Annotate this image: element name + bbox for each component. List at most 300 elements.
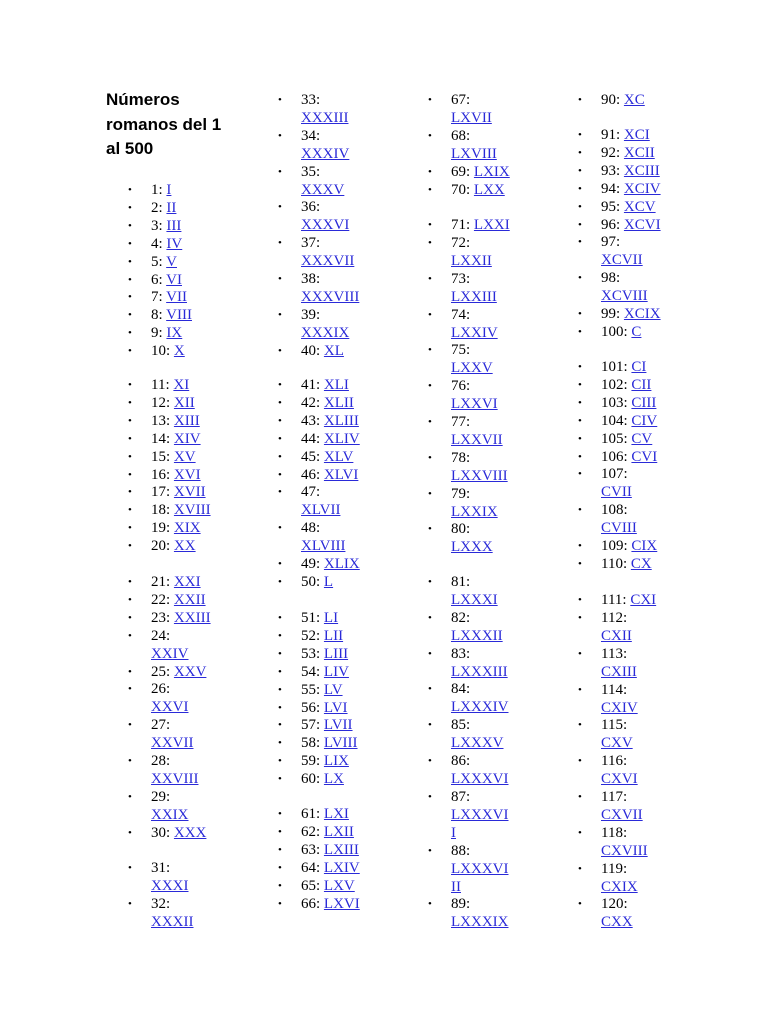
number-label: 20: [151,538,171,555]
number-label: 36: [301,199,321,216]
bullet-icon: • [128,629,132,642]
number-label: 12: [151,394,171,411]
roman-numeral-link[interactable]: XXVIII [151,771,199,787]
number-label: 33: [301,92,321,108]
bullet-icon: • [278,414,282,427]
number-label: 60: [301,771,321,788]
number-label: 101: [601,359,628,375]
number-label: 46: [301,466,321,483]
number-label: 10: [151,343,171,360]
bullet-icon: • [578,898,582,911]
number-label: 61: [301,806,321,822]
bullet-icon: • [578,826,582,839]
roman-numeral-link[interactable]: C [631,323,642,340]
number-label: 68: [451,127,471,144]
roman-numeral-link[interactable]: LI [323,610,339,626]
bullet-icon: • [278,773,282,786]
roman-numeral-link[interactable]: XXXVIII [301,289,360,305]
roman-numeral-link[interactable]: XXXII [151,913,194,930]
roman-numeral-link[interactable]: XXV [173,663,207,680]
number-label: 15: [151,448,171,465]
bullet-icon: • [278,629,282,642]
number-label: 78: [451,449,471,466]
roman-numeral-link[interactable]: LXXV [451,360,493,377]
roman-numeral-link[interactable]: CXVIII [601,842,648,859]
roman-numeral-link[interactable]: XC [623,92,645,108]
roman-numeral-link[interactable]: LXXVII [451,431,503,448]
roman-numeral-link[interactable]: CII [631,376,652,393]
number-label: 7: [151,289,163,306]
number-label: 31: [151,860,171,876]
bullet-icon: • [578,414,582,427]
number-label: 28: [151,753,171,769]
number-label: 63: [301,841,321,858]
roman-numeral-link[interactable]: LX [323,771,344,788]
roman-numeral-link[interactable]: XLIV [323,430,360,447]
number-label: 93: [601,162,621,179]
number-label: 53: [301,645,321,662]
number-label: 58: [301,735,321,752]
bullet-icon: • [428,344,432,357]
roman-numeral-link[interactable]: LXXVI [451,396,498,413]
bullet-icon: • [278,683,282,696]
bullet-icon: • [578,450,582,463]
roman-numeral-link[interactable]: XIII [173,412,200,429]
roman-numeral-link[interactable]: V [166,253,177,270]
bullet-icon: • [278,522,282,535]
number-label: 92: [601,144,621,161]
roman-numeral-link[interactable]: CXVII [601,806,643,823]
bullet-icon: • [428,576,432,588]
roman-numeral-link[interactable]: LXIX [473,163,510,180]
bullet-icon: • [578,719,582,732]
bullet-icon: • [578,361,582,373]
number-label: 115: [601,717,628,734]
bullet-icon: • [278,468,282,481]
roman-numeral-link[interactable]: LXXX [451,539,493,556]
roman-numeral-link[interactable]: XLV [323,448,354,465]
bullet-icon: • [578,594,582,606]
roman-numeral-link[interactable]: II [166,199,177,216]
bullet-icon: • [278,237,282,250]
roman-numeral-link[interactable]: XVII [173,484,206,501]
roman-numeral-link[interactable]: XX [173,538,196,555]
roman-numeral-link[interactable]: LIV [323,663,349,680]
roman-numeral-link[interactable]: VIII [166,307,192,324]
number-label: 26: [151,681,171,698]
bullet-icon: • [128,665,132,678]
number-label: 117: [601,788,628,805]
bullet-icon: • [278,432,282,445]
roman-numeral-link[interactable]: XXIII [173,609,211,626]
roman-numeral-link[interactable]: XLVIII [301,538,346,555]
number-label: 86: [451,753,471,769]
roman-numeral-link[interactable]: LXXXVI [451,771,509,787]
number-label: 48: [301,520,321,537]
bullet-icon: • [278,308,282,321]
roman-numeral-link[interactable]: L [323,573,334,590]
bullet-icon: • [428,415,432,428]
bullet-icon: • [128,237,132,250]
roman-numeral-link[interactable]: CVII [601,484,632,501]
bullet-icon: • [578,540,582,552]
roman-numeral-link[interactable]: XXXVI [301,217,350,234]
bullet-icon: • [578,378,582,391]
number-label: 87: [451,788,471,805]
roman-numeral-link[interactable]: XIX [173,520,201,537]
bullet-icon: • [578,611,582,624]
roman-numeral-link[interactable]: LXVI [323,895,360,912]
roman-numeral-link[interactable]: CXIV [601,699,638,716]
number-label: 99: [601,306,621,322]
number-label: 119: [601,860,628,877]
roman-numeral-link[interactable]: XII [173,394,195,411]
bullet-icon: • [278,719,282,732]
bullet-icon: • [128,468,132,481]
bullet-icon: • [278,201,282,214]
roman-numeral-link[interactable]: XVIII [173,502,211,519]
roman-numeral-link[interactable]: LXXXIII [451,663,508,680]
roman-numeral-link[interactable]: I [166,182,172,198]
number-label: 59: [301,753,321,770]
roman-numeral-link[interactable]: XCI [623,127,650,143]
number-label: 73: [451,270,471,287]
roman-numeral-link[interactable]: XXXI [151,878,189,894]
bullet-icon: • [578,683,582,696]
bullet-icon: • [128,291,132,304]
roman-numeral-link[interactable]: CX [630,555,652,572]
bullet-icon: • [278,665,282,678]
bullet-icon: • [128,219,132,232]
roman-numeral-link[interactable]: LXXIII [451,288,497,305]
roman-numeral-link[interactable]: CXV [601,735,633,752]
bullet-icon: • [128,790,132,803]
number-label: 35: [301,163,321,180]
roman-numeral-link[interactable]: LXXXVI [451,860,509,877]
bullet-icon: • [128,755,132,767]
bullet-icon: • [278,879,282,892]
roman-numeral-link[interactable]: LXII [323,823,354,840]
roman-numeral-link[interactable]: CXII [601,627,632,644]
bullet-icon: • [278,897,282,910]
roman-numeral-link[interactable]: I [451,824,456,841]
roman-numeral-link[interactable]: CV [631,430,653,447]
bullet-icon: • [578,272,582,285]
bullet-icon: • [428,683,432,696]
bullet-icon: • [578,862,582,875]
roman-numeral-link[interactable]: CXIX [601,878,638,895]
roman-numeral-link[interactable]: LXXII [451,252,492,269]
number-label: 29: [151,788,171,805]
bullet-icon: • [428,380,432,393]
roman-numeral-link[interactable]: LXXXVI [451,806,509,823]
roman-numeral-link[interactable]: XXXIX [301,324,350,341]
roman-numeral-link[interactable]: LXVII [451,110,492,126]
number-label: 25: [151,663,171,680]
roman-numeral-link[interactable]: XXVI [151,699,189,716]
roman-numeral-link[interactable]: LXX [473,181,505,198]
number-label: 69: [451,163,471,180]
bullet-icon: • [128,683,132,696]
roman-numeral-link[interactable]: XL [323,342,344,359]
roman-numeral-link[interactable]: LXI [323,806,349,822]
bullet-icon: • [278,612,282,624]
roman-numeral-link[interactable]: LXXXII [451,627,503,644]
roman-numeral-link[interactable]: CXVI [601,771,638,788]
bullet-icon: • [128,540,132,553]
bullet-icon: • [428,308,432,321]
roman-numeral-link[interactable]: IV [166,235,183,252]
roman-numeral-link[interactable]: CIV [631,412,658,429]
number-label: 79: [451,485,471,502]
bullet-icon: • [128,201,132,214]
number-label: 44: [301,430,321,447]
bullet-icon: • [128,273,132,286]
bullet-icon: • [128,432,132,445]
number-label: 116: [601,753,628,770]
bullet-icon: • [128,184,132,196]
roman-numeral-link[interactable]: VI [166,271,182,288]
bullet-icon: • [128,396,132,409]
roman-numeral-link[interactable]: LVIII [323,735,358,752]
bullet-icon: • [278,129,282,142]
number-label: 120: [601,896,628,913]
number-label: 24: [151,627,171,644]
roman-numeral-link[interactable]: LIX [323,753,349,770]
number-label: 1: [151,182,163,198]
roman-numeral-link[interactable]: III [166,217,182,234]
roman-numeral-link[interactable]: LXIV [323,859,360,876]
number-label: 17: [151,484,171,501]
number-label: 89: [451,896,471,913]
bullet-icon: • [278,450,282,463]
roman-numeral-link[interactable]: CI [631,359,647,375]
bullet-icon: • [428,755,432,767]
roman-numeral-link[interactable]: LVI [323,699,348,716]
bullet-icon: • [278,94,282,106]
number-label: 98: [601,270,621,287]
bullet-icon: • [128,611,132,624]
roman-numeral-link[interactable]: LII [323,627,344,644]
number-label: 100: [601,323,628,340]
roman-numeral-link[interactable]: LVII [323,717,353,734]
roman-numeral-link[interactable]: XXI [173,574,201,590]
page-title: Números romanos del 1 al 500 [106,90,222,158]
roman-numeral-link[interactable]: LXXXIV [451,699,509,716]
roman-numeral-link[interactable]: CXX [601,914,633,931]
roman-numeral-link[interactable]: XCIV [623,180,661,197]
number-label: 110: [601,555,628,572]
roman-numeral-link[interactable]: XCVII [601,252,643,269]
number-label: 67: [451,92,471,108]
bullet-icon: • [128,414,132,427]
bullet-icon: • [578,146,582,159]
bullet-icon: • [578,790,582,803]
roman-numeral-link[interactable]: X [173,343,185,360]
bullet-icon: • [578,396,582,409]
roman-numeral-link[interactable]: LXXXV [451,735,504,752]
bullet-icon: • [278,647,282,660]
roman-numeral-link[interactable]: LXXIV [451,324,498,341]
roman-numeral-link[interactable]: CVI [631,448,658,465]
bullet-icon: • [428,129,432,142]
roman-numeral-link[interactable]: LXXI [473,217,510,233]
bullet-icon: • [278,825,282,838]
roman-numeral-link[interactable]: XLII [323,394,354,411]
number-label: 75: [451,342,471,359]
bullet-icon: • [278,396,282,409]
bullet-icon: • [278,165,282,178]
bullet-icon: • [128,255,132,268]
number-label: 55: [301,681,321,698]
bullet-icon: • [128,345,132,358]
roman-numeral-link[interactable]: XCV [623,198,656,215]
roman-numeral-link[interactable]: XVI [173,466,201,483]
roman-numeral-link[interactable]: XCVIII [601,288,648,305]
bullet-icon: • [578,755,582,768]
number-label: 40: [301,342,321,359]
bullet-icon: • [428,611,432,624]
roman-numeral-link[interactable]: XCIX [623,306,661,322]
bullet-icon: • [128,486,132,499]
number-label: 62: [301,823,321,840]
number-label: 49: [301,556,321,572]
number-label: 4: [151,235,163,252]
bullet-icon: • [578,182,582,195]
bullet-icon: • [278,843,282,856]
bullet-icon: • [278,486,282,499]
number-label: 105: [601,430,628,447]
number-label: 118: [601,824,628,841]
number-label: 108: [601,502,628,519]
bullet-icon: • [128,327,132,340]
number-label: 2: [151,199,163,216]
number-label: 109: [601,538,628,554]
roman-numeral-link[interactable]: LXXIX [451,503,498,520]
number-label: 39: [301,306,321,323]
number-label: 22: [151,591,171,608]
number-label: 71: [451,217,471,233]
roman-numeral-link[interactable]: XCIII [623,162,660,179]
bullet-icon: • [128,504,132,517]
roman-numeral-link[interactable]: CXI [630,592,657,608]
number-label: 74: [451,306,471,323]
number-label: 16: [151,466,171,483]
roman-numeral-link[interactable]: XCII [623,144,655,161]
number-label: 32: [151,895,171,912]
bullet-icon: • [428,219,432,231]
roman-numeral-link[interactable]: XXVII [151,735,194,752]
roman-numeral-link[interactable]: CIX [631,538,658,554]
bullet-icon: • [578,557,582,570]
roman-numeral-link[interactable]: XV [173,448,196,465]
bullet-icon: • [578,468,582,481]
bullet-icon: • [578,218,582,231]
roman-numeral-link[interactable]: XXIX [151,806,189,823]
roman-numeral-link[interactable]: VII [166,289,187,306]
roman-numeral-link[interactable]: XLVI [323,466,359,483]
bullet-icon: • [428,236,432,249]
bullet-icon: • [128,719,132,732]
number-label: 30: [151,824,171,841]
roman-numeral-link[interactable]: XXXV [301,181,345,198]
number-label: 66: [301,895,321,912]
bullet-icon: • [128,450,132,463]
number-label: 5: [151,253,163,270]
number-label: 72: [451,234,471,251]
number-label: 90: [601,92,621,108]
number-label: 38: [301,271,321,287]
bullet-icon: • [578,236,582,249]
roman-numeral-link[interactable]: LXIII [323,841,359,858]
number-label: 104: [601,412,628,429]
number-label: 81: [451,574,471,590]
roman-numeral-link[interactable]: LIII [323,645,349,662]
number-label: 112: [601,609,628,626]
number-label: 114: [601,681,628,698]
number-label: 84: [451,681,471,698]
roman-numeral-link[interactable]: LXV [323,877,355,894]
roman-numeral-link[interactable]: LV [323,681,343,698]
number-label: 14: [151,430,171,447]
bullet-icon: • [128,826,132,839]
roman-numeral-link[interactable]: CIII [631,394,657,411]
bullet-icon: • [578,308,582,320]
bullet-icon: • [428,183,432,196]
roman-numeral-link[interactable]: XLIII [323,412,359,429]
bullet-icon: • [428,898,432,911]
roman-numeral-link[interactable]: LXXVIII [451,467,508,484]
number-label: 9: [151,325,163,342]
roman-numeral-link[interactable]: CVIII [601,520,637,537]
number-label: 45: [301,448,321,465]
number-label: 6: [151,271,163,288]
roman-numeral-link[interactable]: CXIII [601,663,637,680]
roman-numeral-link[interactable]: XLI [323,377,349,393]
roman-numeral-link[interactable]: XXXIV [301,145,350,162]
number-label: 50: [301,573,321,590]
roman-numeral-link[interactable]: LXVIII [451,145,497,162]
number-label: 106: [601,448,628,465]
roman-numeral-link[interactable]: LXXXIX [451,914,509,931]
bullet-icon: • [428,647,432,660]
number-label: 52: [301,627,321,644]
roman-numeral-link[interactable]: IX [166,325,183,342]
bullet-icon: • [278,379,282,391]
roman-numeral-link[interactable]: XXX [173,824,207,841]
roman-numeral-link[interactable]: XXXIII [301,110,349,126]
number-label: 83: [451,645,471,662]
roman-numeral-link[interactable]: XCVI [623,216,661,233]
number-label: 97: [601,234,621,251]
roman-numeral-link[interactable]: XLIX [323,556,360,572]
roman-numeral-link[interactable]: XXXVII [301,253,355,270]
number-label: 113: [601,645,628,662]
roman-numeral-link[interactable]: XIV [173,430,201,447]
number-label: 21: [151,574,171,590]
number-label: 88: [451,842,471,859]
roman-numeral-link[interactable]: XXIV [151,645,189,662]
bullet-icon: • [128,593,132,606]
bullet-icon: • [128,897,132,910]
roman-numeral-link[interactable]: LXXXI [451,592,498,608]
roman-numeral-link[interactable]: XLVII [301,502,341,519]
bullet-icon: • [428,719,432,732]
roman-numeral-link[interactable]: II [451,878,461,895]
roman-numeral-link[interactable]: XXII [173,591,206,608]
roman-numeral-link[interactable]: XI [173,377,190,393]
number-label: 27: [151,717,171,734]
